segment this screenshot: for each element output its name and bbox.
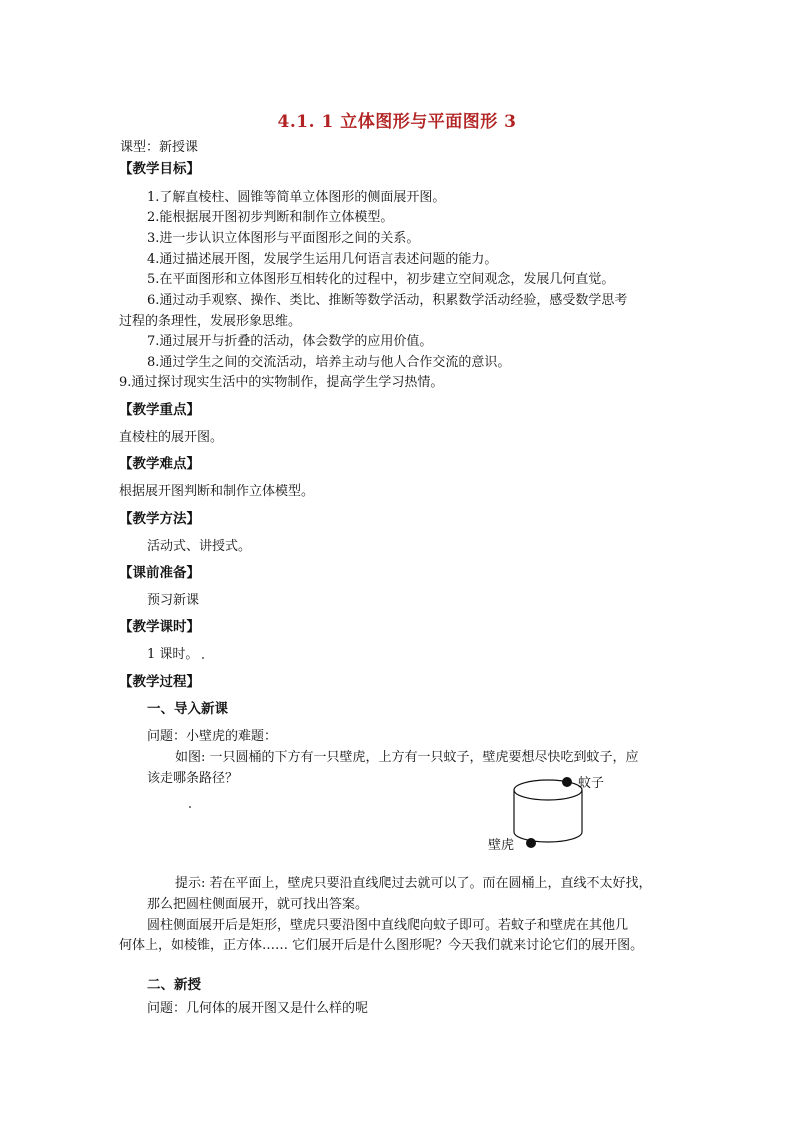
preparation-text: 预习新课 bbox=[147, 593, 200, 608]
heading-process: 【教学过程】 bbox=[119, 674, 200, 690]
heading-key-points: 【教学重点】 bbox=[119, 402, 200, 418]
objective-item: 9.通过探讨现实生活中的实物制作，提高学生学习热情。 bbox=[119, 375, 444, 390]
key-point-text: 直棱柱的展开图。 bbox=[119, 430, 224, 445]
lesson-type: 课型：新授课 bbox=[120, 140, 199, 155]
objective-item: 2.能根据展开图初步判断和制作立体模型。 bbox=[147, 210, 394, 225]
objective-item: 过程的条理性，发展形象思维。 bbox=[119, 314, 302, 329]
cylinder-figure bbox=[480, 765, 610, 860]
question-label: 问题：小壁虎的难题： bbox=[147, 729, 278, 744]
hint-text: 那么把圆柱侧面展开，就可找出答案。 bbox=[147, 897, 369, 912]
objective-item: 8.通过学生之间的交流活动，培养主动与他人合作交流的意识。 bbox=[147, 355, 511, 370]
gecko-dot bbox=[526, 838, 536, 848]
part1-title: 一、导入新课 bbox=[147, 701, 228, 717]
page-title: 4.1. 1 立体图形与平面图形 3 bbox=[277, 112, 517, 132]
question-text: 该走哪条路径？ bbox=[147, 771, 239, 786]
objective-item: 1.了解直棱柱、圆锥等简单立体图形的侧面展开图。 bbox=[147, 190, 446, 205]
explain-text: 何体上，如棱锥，正方体…… 它们展开后是什么图形呢？今天我们就来讨论它们的展开图。 bbox=[119, 938, 644, 953]
objective-item: 7.通过展开与折叠的活动，体会数学的应用价值。 bbox=[147, 334, 433, 349]
heading-objectives: 【教学目标】 bbox=[119, 161, 200, 177]
objective-item: 6.通过动手观察、操作、类比、推断等数学活动，积累数学活动经验，感受数学思考 bbox=[147, 293, 628, 308]
difficulty-text: 根据展开图判断和制作立体模型。 bbox=[119, 484, 315, 499]
hint-text: 提示: 若在平面上，壁虎只要沿直线爬过去就可以了。而在圆桶上，直线不太好找， bbox=[175, 876, 652, 891]
stray-dot bbox=[189, 806, 191, 808]
method-text: 活动式、讲授式。 bbox=[147, 539, 252, 554]
explain-text: 圆柱侧面展开后是矩形，壁虎只要沿图中直线爬向蚊子即可。若蚊子和壁虎在其他几 bbox=[147, 918, 629, 933]
hours-text: 1 课时。 bbox=[147, 647, 199, 662]
objective-item: 3.进一步认识立体图形与平面图形之间的关系。 bbox=[147, 231, 420, 246]
objective-item: 5.在平面图形和立体图形互相转化的过程中，初步建立空间观念，发展几何直觉。 bbox=[147, 272, 615, 287]
question-text: 如图: 一只圆桶的下方有一只壁虎，上方有一只蚊子，壁虎要想尽快吃到蚊子，应 bbox=[175, 750, 639, 765]
heading-methods: 【教学方法】 bbox=[119, 511, 200, 527]
stray-dot bbox=[202, 657, 204, 659]
cylinder-bottom bbox=[514, 832, 582, 842]
heading-difficulties: 【教学难点】 bbox=[119, 456, 200, 472]
heading-hours: 【教学课时】 bbox=[119, 619, 200, 635]
mosquito-dot bbox=[562, 777, 572, 787]
gecko-label: 壁虎 bbox=[488, 838, 515, 853]
part2-question: 问题：几何体的展开图又是什么样的呢 bbox=[147, 1001, 369, 1016]
part2-title: 二、新授 bbox=[147, 977, 201, 993]
mosquito-label: 蚊子 bbox=[578, 776, 605, 791]
objective-item: 4.通过描述展开图，发展学生运用几何语言表述问题的能力。 bbox=[147, 252, 498, 267]
heading-preparation: 【课前准备】 bbox=[119, 565, 200, 581]
